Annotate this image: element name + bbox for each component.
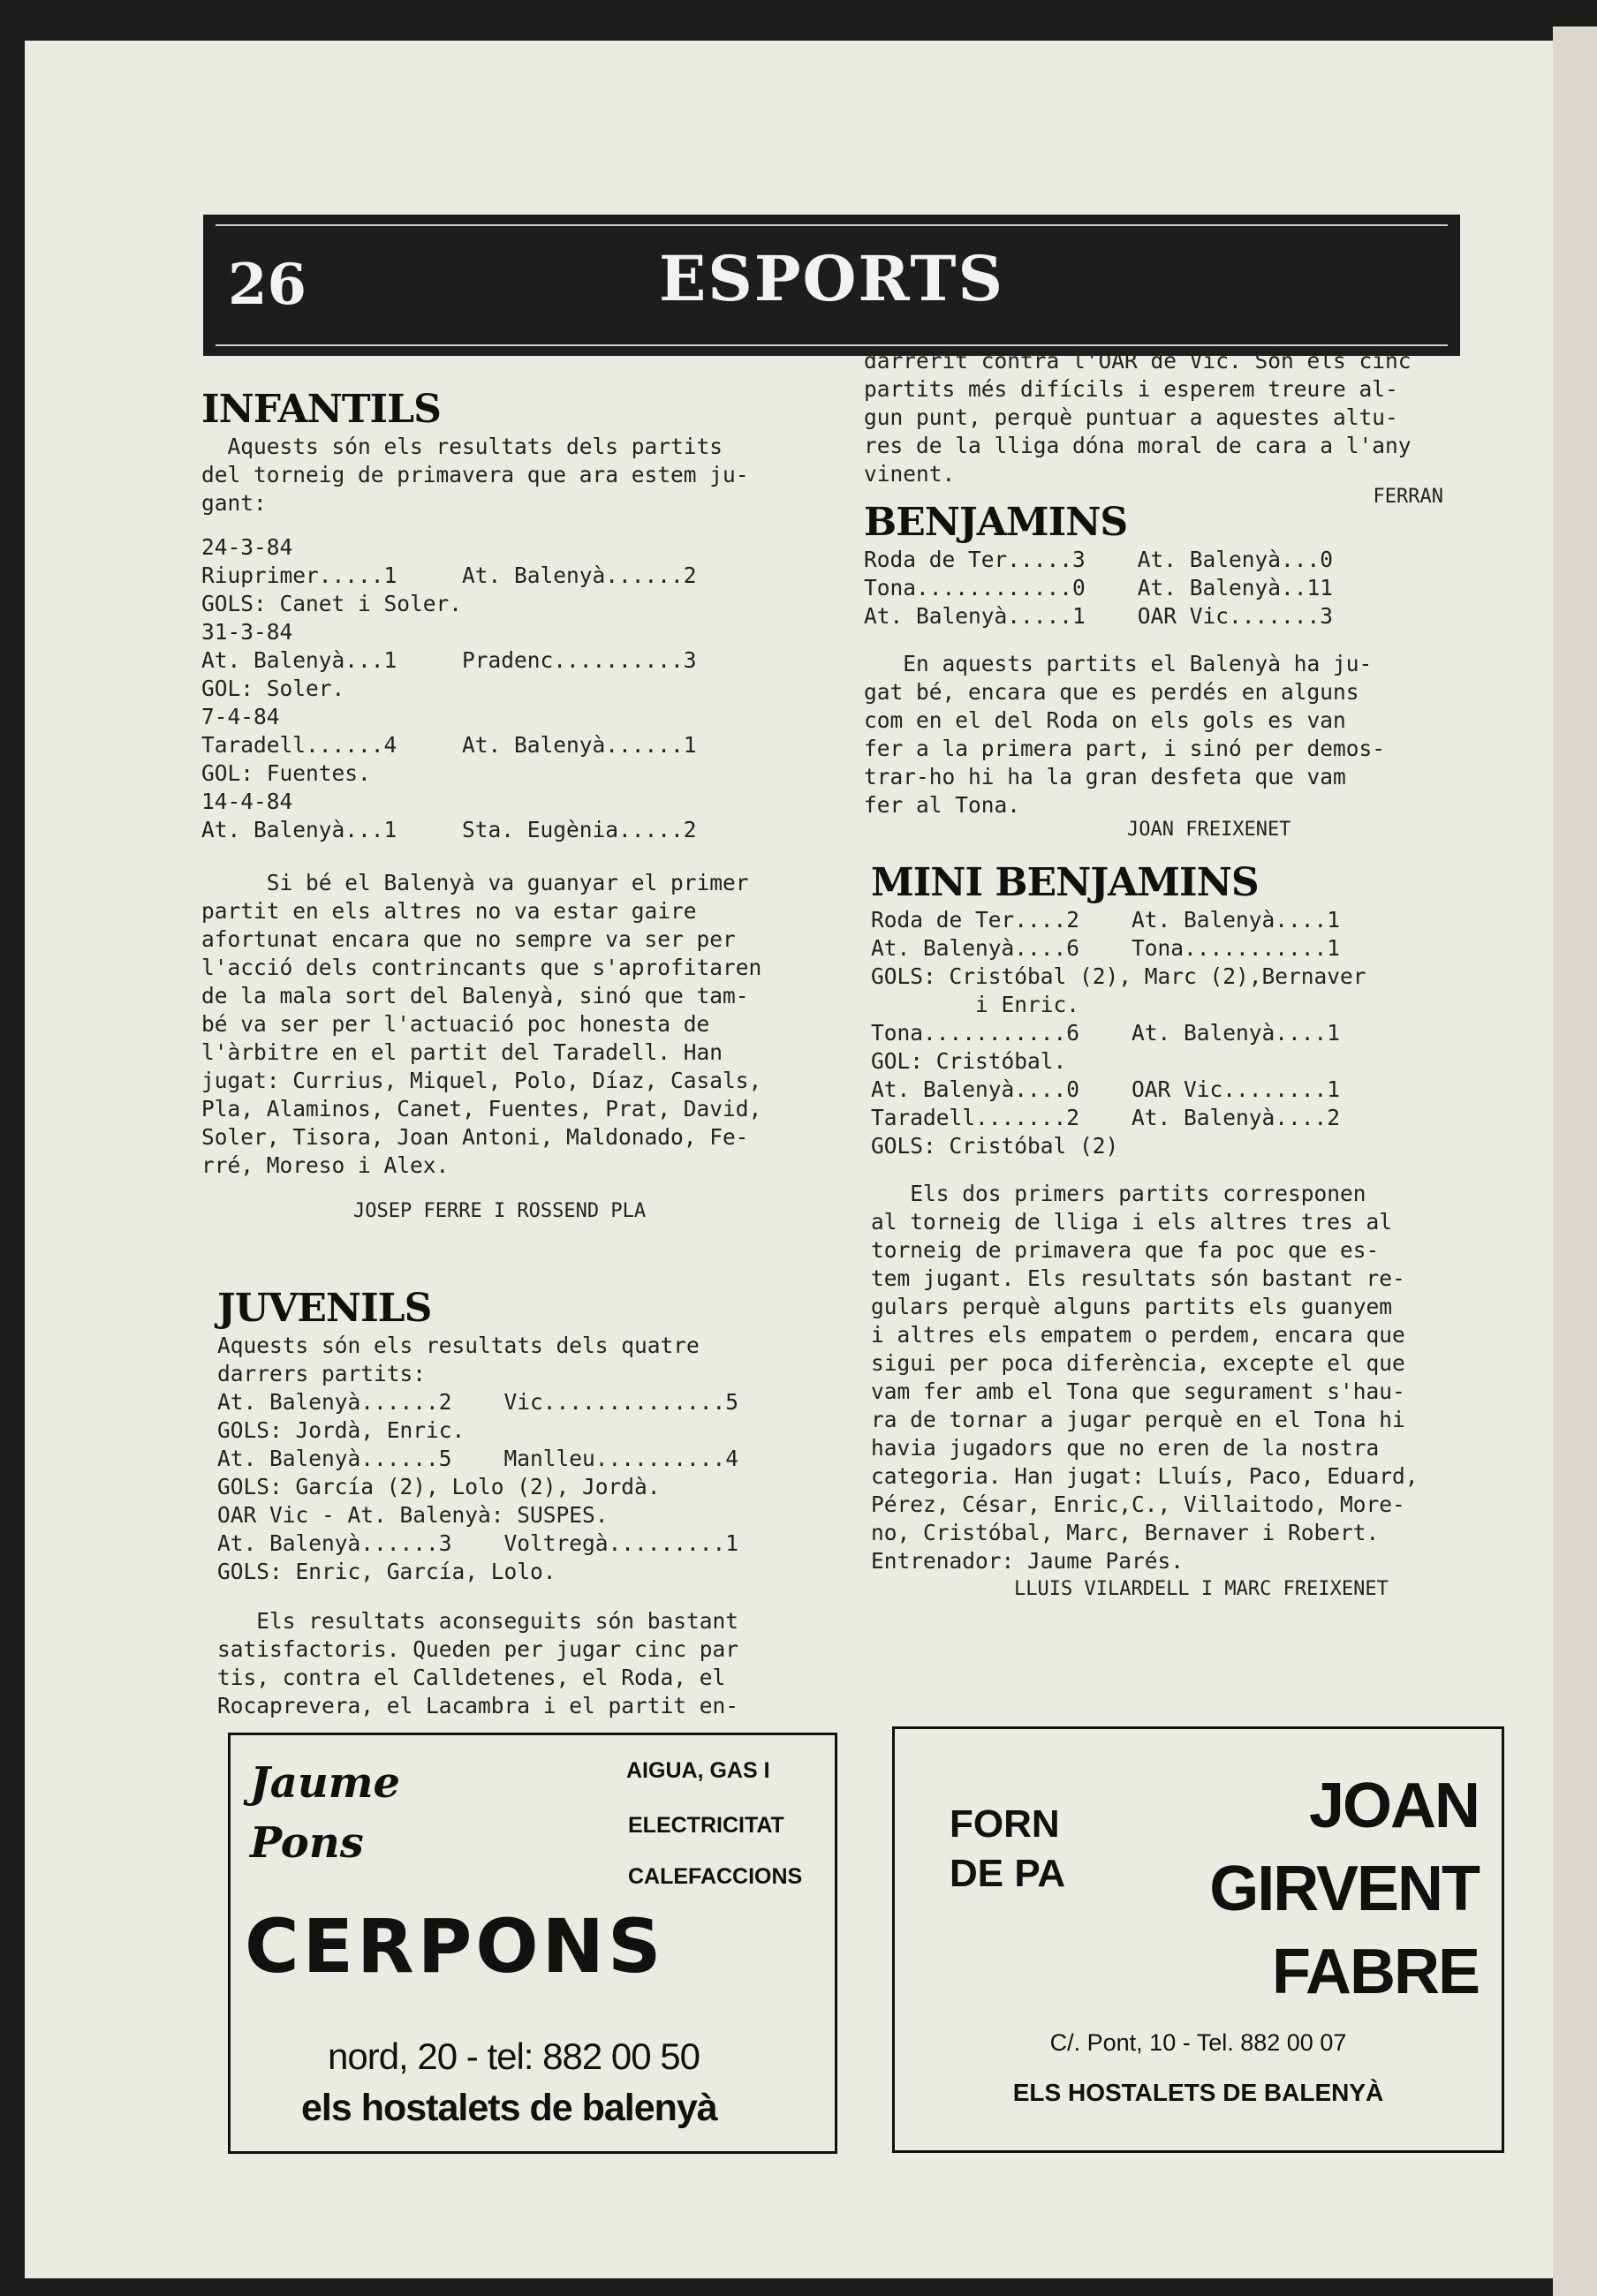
infantils-article — [201, 387, 820, 1226]
ad-right-town: ELS HOSTALETS DE BALENYÀ — [1012, 2079, 1384, 2106]
right-column-continuation: darrerit contra l'OAR de Vic. Són els cinc partits més difícils i esperem treure al- gun punt, perquè puntuar a aquestes altu- res de la lliga dóna moral de cara a l'any vinent. FERRAN — [864, 347, 1482, 511]
juvenils-article — [217, 1286, 827, 1720]
benjamins-heading: BENJAMINS — [864, 500, 1128, 545]
benjamins-body: En aquests partits el Balenyà ha ju- gat bé, encara que es perdés en alguns com en el del Roda on els gols es van fer a la primera part, i sinó per demos- trar-ho hi ha la gran desfeta que vam fer al Tona. — [864, 651, 1386, 818]
ad-service-electricity: ELECTRICITAT — [628, 1813, 784, 1838]
infantils-results: 24-3-84 Riuprimer.....1 At. Balenyà......2 GOLS: Canet i Soler. 31-3-84 At. Balenyà...1 Pradenc..........3 GOL: Soler. 7-4-84 Taradell......4 At. Balenyà......1 GOL: Fuentes. 14-4-84 At. Balenyà...1 Sta. Eugènia.....2 — [201, 534, 697, 842]
ad-cerpons — [228, 1733, 837, 2154]
mini-benjamins-body: Els dos primers partits corresponen al torneig de lliga i els altres tres al torneig de primavera que fa poc que es- tem jugant. Els resultats són bastant re- gulars perquè alguns partits els guanyem i altres els empatem o perdem, encara que sigui per poca diferència, excepte el que vam fer amb el Tona que segurament s'hau- ra de tornar a jugar perquè en el Tona hi havia jugadors que no eren de la nostra categoria. Han jugat: Lluís, Paco, Eduard, Pérez, César, Enric,C., Villaitodo, More- no, Cristóbal, Marc, Bernaver i Robert. Entrenador: Jaume Parés. — [871, 1181, 1419, 1574]
ad-town: els hostalets de balenyà — [301, 2087, 717, 2129]
mini-benjamins-article — [871, 860, 1489, 1604]
benjamins-signature: JOAN FREIXENET — [1127, 819, 1291, 841]
ad-service-heating: CALEFACCIONS — [628, 1864, 803, 1889]
infantils-intro: Aquests són els resultats dels partits del torneig de primavera que ara estem ju- gant: — [201, 434, 749, 516]
ad-forn-label: FORN DE PA — [950, 1802, 1066, 1895]
adjacent-page-edge — [1553, 26, 1597, 2296]
ad-address: nord, 20 - tel: 882 00 50 — [328, 2035, 700, 2077]
juvenils-body: Els resultats aconseguits són bastant satisfactoris. Queden per jugar cinc par tis, contra el Calldetenes, el Roda, el Rocaprevera, el Lacambra i el partit en- — [217, 1608, 739, 1718]
ad-forn-joan-girvent — [892, 1726, 1504, 2153]
ad-script-name-line2: Pons — [250, 1818, 364, 1868]
ferran-signature: FERRAN — [1373, 486, 1443, 508]
infantils-signature: JOSEP FERRE I ROSSEND PLA — [353, 1200, 647, 1222]
mini-benjamins-heading: MINI BENJAMINS — [871, 860, 1259, 905]
banner-top-rule — [216, 224, 1448, 226]
benjamins-article — [864, 500, 1482, 844]
infantils-body: Si bé el Balenyà va guanyar el primer partit en els altres no va estar gaire afortunat encara que no sempre va ser per l'acció dels contrincants que s'aprofitaren de la mala sort del Balenyà, sinó que tam- bé va ser per l'actuació poc honesta de l'àrbitre en el partit del Taradell. Han jugat: Currius, Miquel, Polo, Díaz, Casals, Pla, Alaminos, Canet, Fuentes, Prat, David, Soler, Tisora, Joan Antoni, Maldonado, Fe- rré, Moreso i Alex. — [201, 870, 762, 1178]
page-number: 26 — [228, 252, 307, 318]
mini-benjamins-signature: LLUIS VILARDELL I MARC FREIXENET — [1014, 1578, 1389, 1600]
section-banner — [203, 215, 1460, 356]
juvenils-heading: JUVENILS — [217, 1286, 432, 1331]
infantils-heading: INFANTILS — [201, 387, 441, 432]
section-title: ESPORTS — [658, 242, 1005, 315]
juvenils-results: At. Balenyà......2 Vic..............5 GOLS: Jordà, Enric. At. Balenyà......5 Manlleu..........4 GOLS: García (2), Lolo (2), Jordà. OAR Vic - At. Balenyà: SUSPES. At. Balenyà......3 Voltregà.........1 GOLS: Enric, García, Lolo. — [217, 1389, 739, 1584]
banner-bottom-rule — [216, 344, 1448, 346]
ad-brand-cerpons: CERPONS — [245, 1903, 665, 1990]
ad-right-address: C/. Pont, 10 - Tel. 882 00 07 — [1049, 2029, 1347, 2056]
benjamins-results: Roda de Ter.....3 At. Balenyà...0 Tona............0 At. Balenyà..11 At. Balenyà.....1 OAR Vic.......3 — [864, 547, 1334, 629]
ad-service-water-gas: AIGUA, GAS I — [626, 1758, 770, 1783]
ad-owner-name: JOAN GIRVENT FABRE — [1209, 1771, 1479, 2007]
juvenils-intro: Aquests són els resultats dels quatre darrers partits: — [217, 1333, 700, 1386]
mini-benjamins-results: Roda de Ter....2 At. Balenyà....1 At. Balenyà....6 Tona...........1 GOLS: Cristóbal (2), Marc (2),Bernaver i Enric. Tona...........6 At. Balenyà....1 GOL: Cristóbal. At. Balenyà....0 OAR Vic........1 Taradell.......2 At. Balenyà....2 GOLS: Cristóbal (2) — [871, 907, 1366, 1159]
ad-script-name-line1: Jaume — [250, 1758, 401, 1808]
